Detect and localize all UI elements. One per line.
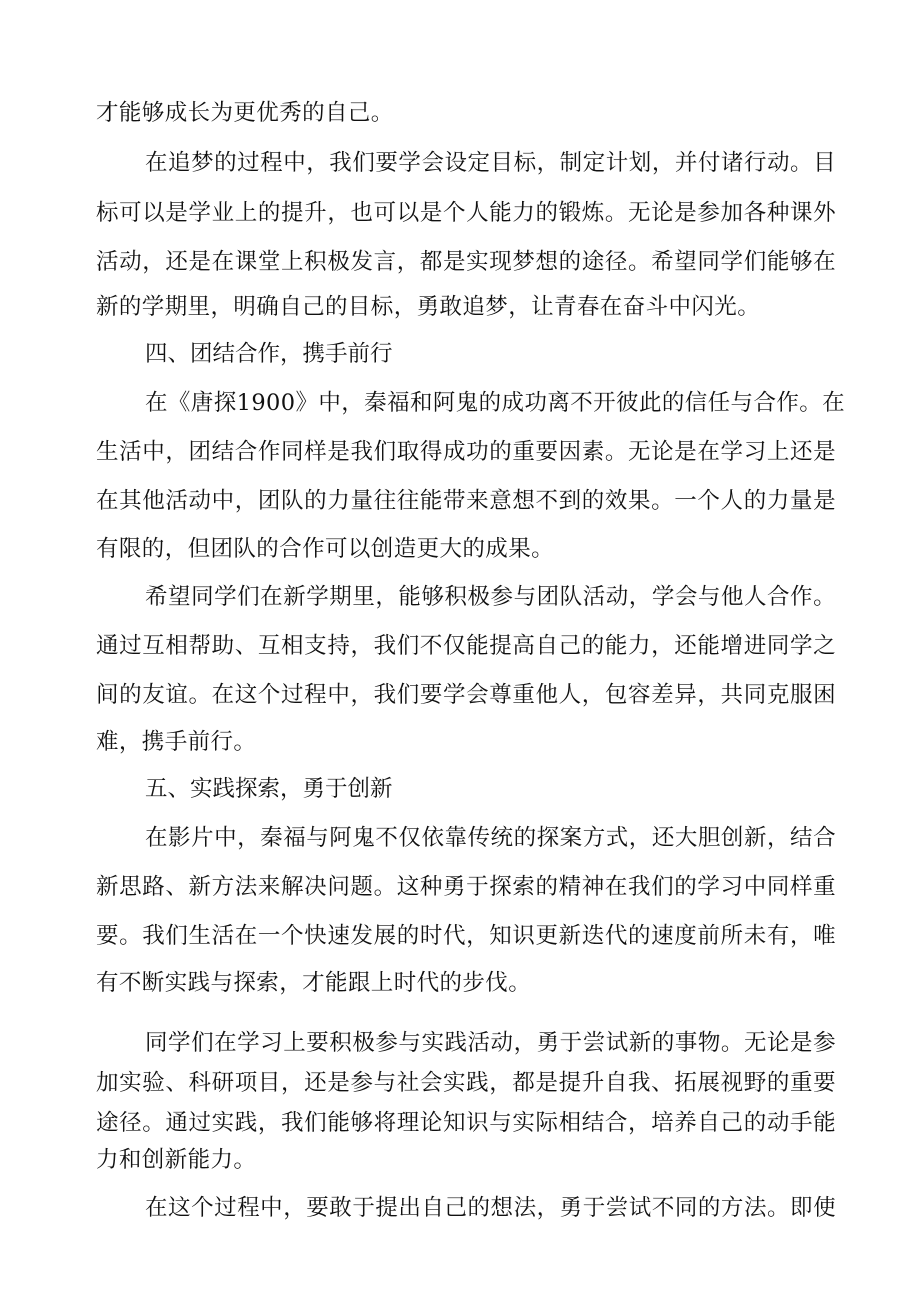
text-line: 在其他活动中，团队的力量往往能带来意想不到的效果。一个人的力量是 xyxy=(96,488,836,514)
text-line: 才能够成长为更优秀的自己。 xyxy=(96,100,394,126)
text-line: 间的友谊。在这个过程中，我们要学会尊重他人，包容差异，共同克服困 xyxy=(96,682,836,708)
text-line: 力和创新能力。 xyxy=(96,1147,257,1173)
text-line: 生活中，团结合作同样是我们取得成功的重要因素。无论是在学习上还是 xyxy=(96,439,836,465)
text-line: 新思路、新方法来解决问题。这种勇于探索的精神在我们的学习中同样重 xyxy=(96,874,836,900)
text-line: 新的学期里，明确自己的目标，勇敢追梦，让青春在奋斗中闪光。 xyxy=(96,294,761,320)
section-heading-four: 四、团结合作，携手前行 xyxy=(145,341,393,367)
section-heading-five: 五、实践探索，勇于创新 xyxy=(145,776,393,802)
text-line: 加实验、科研项目，还是参与社会实践，都是提升自我、拓展视野的重要 xyxy=(96,1070,836,1096)
text-line: 途径。通过实践，我们能够将理论知识与实际相结合，培养自己的动手能 xyxy=(96,1110,836,1136)
text-line: 难，携手前行。 xyxy=(96,729,257,755)
text-line: 希望同学们在新学期里，能够积极参与团队活动，学会与他人合作。 xyxy=(145,584,836,610)
text-line: 通过互相帮助、互相支持，我们不仅能提高自己的能力，还能增进同学之 xyxy=(96,633,836,659)
text-line: 要。我们生活在一个快速发展的时代，知识更新迭代的速度前所未有，唯 xyxy=(96,923,836,949)
text-line: 在追梦的过程中，我们要学会设定目标，制定计划，并付诸行动。目 xyxy=(145,150,836,176)
text-line: 活动，还是在课堂上积极发言，都是实现梦想的途径。希望同学们能够在 xyxy=(96,249,836,275)
text-line: 在《唐探1900》中，秦福和阿鬼的成功离不开彼此的信任与合作。在 xyxy=(145,390,846,416)
text-line: 同学们在学习上要积极参与实践活动，勇于尝试新的事物。无论是参 xyxy=(145,1030,836,1056)
text-line: 标可以是学业上的提升，也可以是个人能力的锻炼。无论是参加各种课外 xyxy=(96,200,836,226)
text-line: 在影片中，秦福与阿鬼不仅依靠传统的探案方式，还大胆创新，结合 xyxy=(145,825,836,851)
text-line: 在这个过程中，要敢于提出自己的想法，勇于尝试不同的方法。即使 xyxy=(145,1195,836,1221)
text-line: 有限的，但团队的合作可以创造更大的成果。 xyxy=(96,536,555,562)
text-line: 有不断实践与探索，才能跟上时代的步伐。 xyxy=(96,970,532,996)
